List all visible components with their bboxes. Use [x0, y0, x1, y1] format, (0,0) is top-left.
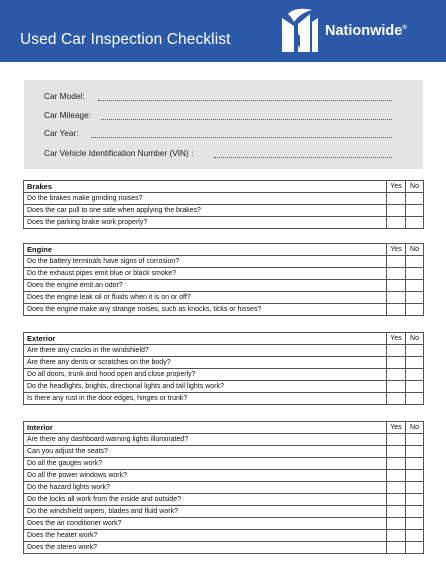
- yes-checkbox[interactable]: [387, 434, 406, 446]
- yes-checkbox[interactable]: [387, 217, 406, 229]
- no-checkbox[interactable]: [406, 304, 424, 316]
- car-mileage-label: Car Mileage:: [44, 110, 92, 120]
- question-row: [24, 482, 424, 494]
- no-column-header: No: [406, 181, 424, 193]
- question-text: Are there any cracks in the windshield?: [24, 345, 387, 357]
- question-text: Does the heater work?: [24, 530, 387, 542]
- question-text: Do the windshield wipers, blades and fluid work?: [24, 506, 387, 518]
- yes-checkbox[interactable]: [387, 518, 406, 530]
- section-header-row: [24, 333, 424, 345]
- page-title: Used Car Inspection Checklist: [20, 31, 231, 48]
- question-text: Do the battery terminals have signs of corrosion?: [24, 256, 387, 268]
- question-text: Do the headlights, brights, directional lights and tail lights work?: [24, 381, 387, 393]
- nationwide-eagle-logo-icon: [280, 8, 320, 52]
- section-title: Brakes: [24, 181, 387, 193]
- no-column-header: No: [406, 244, 424, 256]
- vin-label: Car Vehicle Identification Number (VIN) :: [44, 148, 194, 158]
- car-mileage-field[interactable]: [101, 119, 392, 120]
- brakes-section: [23, 180, 424, 229]
- no-checkbox[interactable]: [406, 482, 424, 494]
- section-title: Exterior: [24, 333, 387, 345]
- yes-checkbox[interactable]: [387, 292, 406, 304]
- car-model-field[interactable]: [98, 100, 392, 101]
- yes-checkbox[interactable]: [387, 357, 406, 369]
- car-model-label: Car Model:: [44, 91, 85, 101]
- yes-checkbox[interactable]: [387, 193, 406, 205]
- no-checkbox[interactable]: [406, 542, 424, 554]
- question-text: Does the engine emit an odor?: [24, 280, 387, 292]
- yes-checkbox[interactable]: [387, 345, 406, 357]
- question-row: [24, 458, 424, 470]
- yes-column-header: Yes: [387, 422, 406, 434]
- section-title: Interior: [24, 422, 387, 434]
- vehicle-info-panel: [24, 80, 423, 169]
- yes-checkbox[interactable]: [387, 458, 406, 470]
- question-text: Does the stereo work?: [24, 542, 387, 554]
- yes-column-header: Yes: [387, 244, 406, 256]
- question-row: [24, 470, 424, 482]
- question-row: [24, 393, 424, 405]
- question-row: [24, 381, 424, 393]
- yes-checkbox[interactable]: [387, 470, 406, 482]
- question-row: [24, 530, 424, 542]
- question-text: Does the engine make any strange noises, such as knocks, ticks or hisses?: [24, 304, 387, 316]
- question-row: [24, 542, 424, 554]
- no-checkbox[interactable]: [406, 256, 424, 268]
- no-checkbox[interactable]: [406, 217, 424, 229]
- no-checkbox[interactable]: [406, 345, 424, 357]
- yes-column-header: Yes: [387, 181, 406, 193]
- section-header-row: [24, 422, 424, 434]
- no-checkbox[interactable]: [406, 268, 424, 280]
- question-row: [24, 217, 424, 229]
- brand-name: Nationwide®: [325, 23, 407, 39]
- question-row: [24, 268, 424, 280]
- yes-checkbox[interactable]: [387, 506, 406, 518]
- question-row: [24, 292, 424, 304]
- no-checkbox[interactable]: [406, 434, 424, 446]
- question-row: [24, 205, 424, 217]
- no-checkbox[interactable]: [406, 506, 424, 518]
- question-row: [24, 434, 424, 446]
- header-banner: [0, 0, 446, 62]
- no-checkbox[interactable]: [406, 369, 424, 381]
- no-checkbox[interactable]: [406, 292, 424, 304]
- question-row: [24, 357, 424, 369]
- no-checkbox[interactable]: [406, 494, 424, 506]
- car-year-field[interactable]: [91, 137, 392, 138]
- no-column-header: No: [406, 333, 424, 345]
- no-checkbox[interactable]: [406, 381, 424, 393]
- no-checkbox[interactable]: [406, 357, 424, 369]
- question-text: Do the locks all work from the inside and outside?: [24, 494, 387, 506]
- question-text: Does the air conditioner work?: [24, 518, 387, 530]
- question-text: Do all the gauges work?: [24, 458, 387, 470]
- no-checkbox[interactable]: [406, 280, 424, 292]
- question-text: Can you adjust the seats?: [24, 446, 387, 458]
- question-text: Do the hazard lights work?: [24, 482, 387, 494]
- question-text: Does the car pull to one side when applying the brakes?: [24, 205, 387, 217]
- section-title: Engine: [24, 244, 387, 256]
- question-row: [24, 506, 424, 518]
- question-row: [24, 280, 424, 292]
- vin-field[interactable]: [214, 157, 392, 158]
- section-header-row: [24, 244, 424, 256]
- engine-section: [23, 243, 424, 316]
- yes-checkbox[interactable]: [387, 268, 406, 280]
- question-text: Do all doors, trunk and hood open and close properly?: [24, 369, 387, 381]
- yes-checkbox[interactable]: [387, 304, 406, 316]
- section-header-row: [24, 181, 424, 193]
- question-row: [24, 193, 424, 205]
- question-row: [24, 345, 424, 357]
- exterior-section: [23, 332, 424, 405]
- question-text: Do the exhaust pipes emit blue or black smoke?: [24, 268, 387, 280]
- yes-checkbox[interactable]: [387, 494, 406, 506]
- yes-checkbox[interactable]: [387, 369, 406, 381]
- question-text: Is there any rust in the door edges, hinges or trunk?: [24, 393, 387, 405]
- question-text: Are there any dashboard warning lights illuminated?: [24, 434, 387, 446]
- no-column-header: No: [406, 422, 424, 434]
- yes-checkbox[interactable]: [387, 530, 406, 542]
- no-checkbox[interactable]: [406, 446, 424, 458]
- no-checkbox[interactable]: [406, 205, 424, 217]
- question-row: [24, 256, 424, 268]
- question-text: Are there any dents or scratches on the body?: [24, 357, 387, 369]
- question-text: Does the parking brake work properly?: [24, 217, 387, 229]
- yes-column-header: Yes: [387, 333, 406, 345]
- question-text: Do the brakes make grinding noises?: [24, 193, 387, 205]
- yes-checkbox[interactable]: [387, 256, 406, 268]
- yes-checkbox[interactable]: [387, 205, 406, 217]
- question-text: Does the engine leak oil or fluids when it is on or off?: [24, 292, 387, 304]
- car-year-label: Car Year:: [44, 128, 79, 138]
- yes-checkbox[interactable]: [387, 393, 406, 405]
- question-row: [24, 446, 424, 458]
- no-checkbox[interactable]: [406, 530, 424, 542]
- yes-checkbox[interactable]: [387, 542, 406, 554]
- no-checkbox[interactable]: [406, 458, 424, 470]
- question-row: [24, 304, 424, 316]
- no-checkbox[interactable]: [406, 518, 424, 530]
- yes-checkbox[interactable]: [387, 381, 406, 393]
- question-text: Do all the power windows work?: [24, 470, 387, 482]
- yes-checkbox[interactable]: [387, 446, 406, 458]
- no-checkbox[interactable]: [406, 193, 424, 205]
- question-row: [24, 494, 424, 506]
- yes-checkbox[interactable]: [387, 482, 406, 494]
- interior-section: [23, 421, 424, 554]
- question-row: [24, 369, 424, 381]
- question-row: [24, 518, 424, 530]
- yes-checkbox[interactable]: [387, 280, 406, 292]
- no-checkbox[interactable]: [406, 470, 424, 482]
- no-checkbox[interactable]: [406, 393, 424, 405]
